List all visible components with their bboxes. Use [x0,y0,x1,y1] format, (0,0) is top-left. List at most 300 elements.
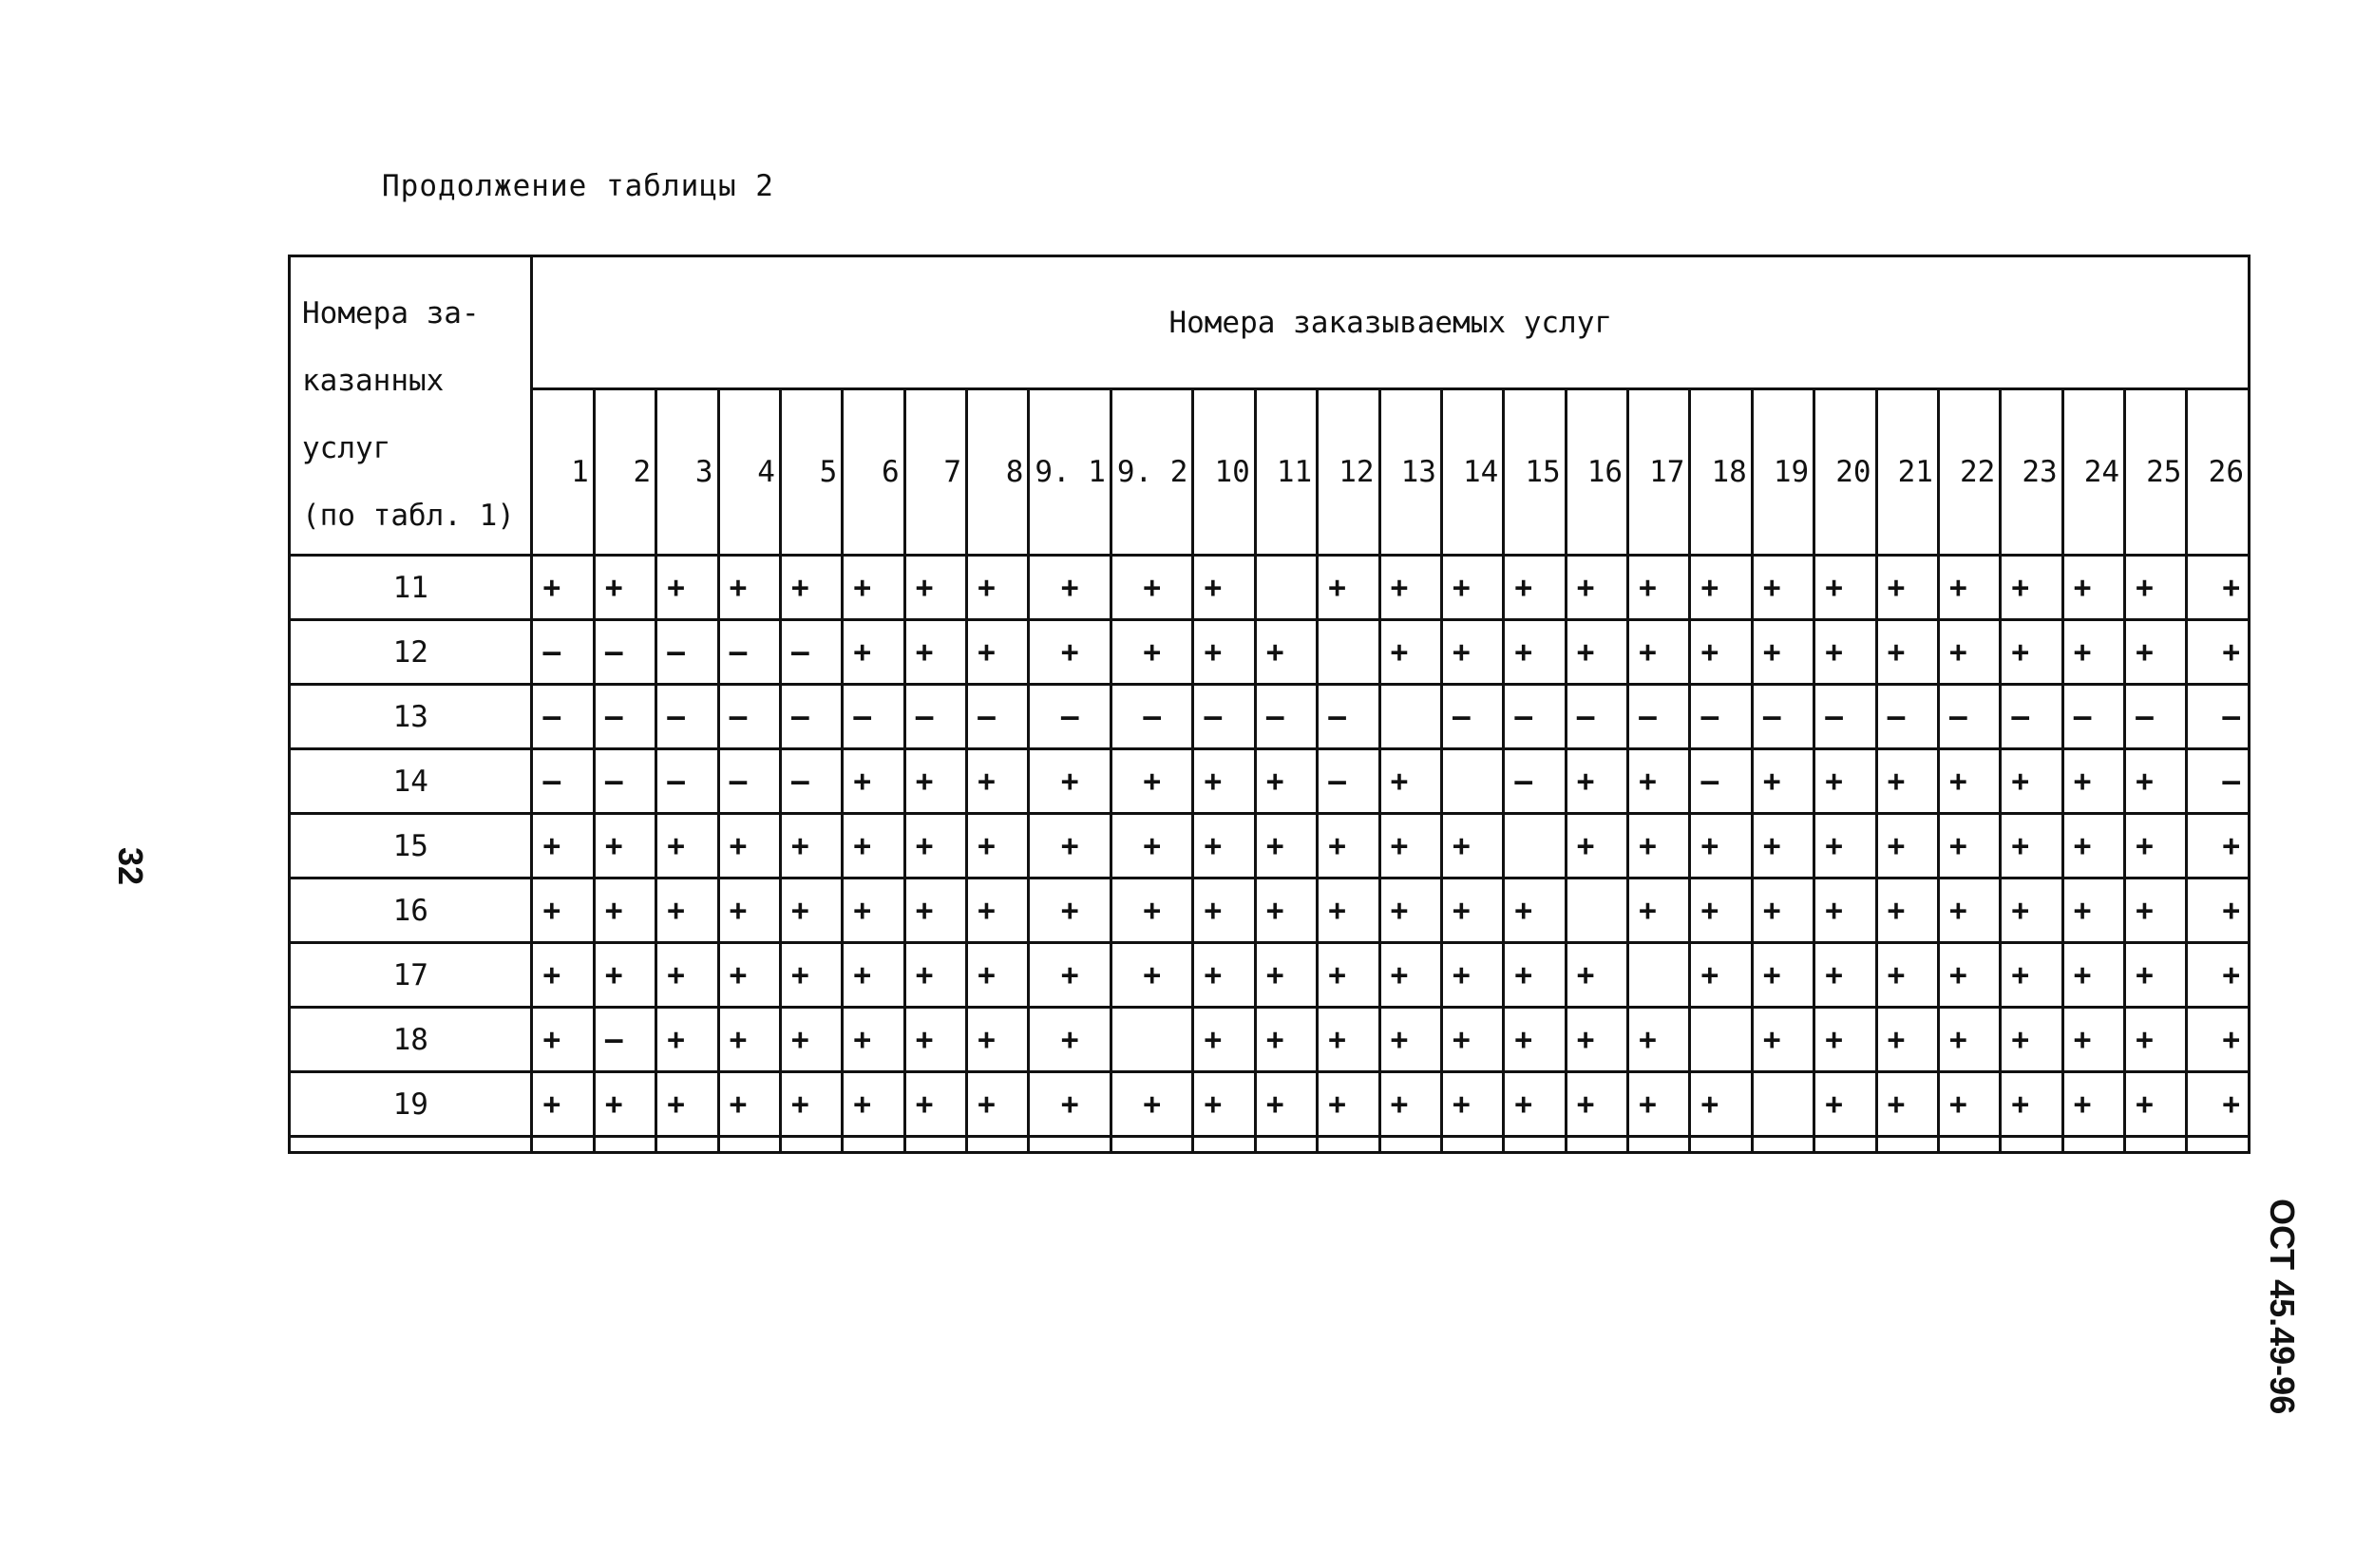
table-cell: + [594,1072,655,1137]
row-label: 13 [290,685,532,749]
table-cell: + [1752,943,1814,1008]
table-cell: + [843,620,904,685]
stub-cell [1938,1137,2000,1153]
table-cell: + [1566,749,1627,814]
table-cell: – [594,1008,655,1072]
stub-cell [1111,1137,1193,1153]
table-cell: + [1193,878,1255,943]
table-cell: + [2001,749,2062,814]
stub-cell [1752,1137,1814,1153]
table-cell: – [2187,685,2250,749]
table-cell: + [2001,1008,2062,1072]
row-header-line: (по табл. 1) [302,499,515,533]
column-number: 22 [1938,389,2000,556]
table-cell: – [1566,685,1627,749]
table-cell: + [1876,1008,1938,1072]
table-cell: + [1255,620,1317,685]
table-cell: – [1029,685,1111,749]
table-cell: + [1193,556,1255,620]
table-cell: + [1752,878,1814,943]
table-cell: – [718,685,780,749]
table-cell: + [1504,556,1566,620]
table-cell: + [1752,556,1814,620]
table-cell: + [718,1072,780,1137]
table-cell: + [656,1008,718,1072]
table-cell: + [594,878,655,943]
table-cell: + [1814,620,1876,685]
table-cell: + [1193,1008,1255,1072]
table-cell: + [904,1072,966,1137]
table-cell: + [780,814,842,878]
table-cell: – [780,685,842,749]
table-cell: + [532,1072,594,1137]
table-cell: + [1379,943,1441,1008]
table-cell: + [1193,814,1255,878]
table-cell: + [2001,620,2062,685]
table-cell: + [1379,1072,1441,1137]
column-number: 26 [2187,389,2250,556]
table-cell: + [2125,620,2187,685]
table-cell [1379,685,1441,749]
table-cell: + [656,878,718,943]
table-cell: + [1938,749,2000,814]
table-cell: + [1029,556,1111,620]
stub-cell [2062,1137,2124,1153]
table-cell [1752,1072,1814,1137]
stub-cell [1441,1137,1503,1153]
stub-cell [1029,1137,1111,1153]
column-number: 17 [1628,389,1690,556]
column-number: 8 [967,389,1029,556]
table-cell [1628,943,1690,1008]
table-cell: + [594,556,655,620]
table-cell: + [1379,556,1441,620]
table-cell: + [1111,620,1193,685]
table-cell: + [656,1072,718,1137]
table-cell: + [1111,814,1193,878]
table-cell: + [2062,749,2124,814]
column-number: 1 [532,389,594,556]
table-cell: + [843,1008,904,1072]
table-cell: + [1029,1072,1111,1137]
table-cell: + [1876,620,1938,685]
table-cell: + [1628,556,1690,620]
table-cell: + [2187,878,2250,943]
table-cell: + [780,556,842,620]
table-row [290,943,2250,1008]
table-cell: + [2187,814,2250,878]
table-cell: + [1504,943,1566,1008]
row-header-line: услуг [302,431,391,465]
table-cell: + [843,943,904,1008]
table-cell: + [1255,1008,1317,1072]
table-cell: – [2001,685,2062,749]
table-cell: + [1504,1008,1566,1072]
table-cell: + [1938,1072,2000,1137]
table-cell [1255,556,1317,620]
table-cell: – [1690,749,1752,814]
document-code: ОСТ 45.49-96 [2263,1199,2302,1415]
table-cell: + [594,943,655,1008]
table-cell: + [532,878,594,943]
table-cell: + [532,814,594,878]
table-cell: + [1628,814,1690,878]
table-cell: + [843,814,904,878]
table-cell: + [1814,1008,1876,1072]
table-cell: + [718,556,780,620]
table-cell: – [532,749,594,814]
stub-cell [656,1137,718,1153]
table-cell: + [1814,878,1876,943]
table-cell: + [1029,620,1111,685]
table-cell: + [1690,943,1752,1008]
table-cell: + [1441,1072,1503,1137]
stub-cell [1876,1137,1938,1153]
table-cell: + [780,1008,842,1072]
table-cell: + [1814,749,1876,814]
table-cell: + [1566,620,1627,685]
table-cell: + [2001,878,2062,943]
table-cell: + [656,556,718,620]
stub-cell [1814,1137,1876,1153]
table-cell: + [1752,620,1814,685]
table-cell: – [1441,685,1503,749]
column-number: 11 [1255,389,1317,556]
table-cell: – [1814,685,1876,749]
row-header-cell [290,256,532,556]
table-cell: + [1814,814,1876,878]
table-cell: – [1255,685,1317,749]
table-cell: + [718,1008,780,1072]
table-cell: + [1690,1072,1752,1137]
table-cell: + [1441,620,1503,685]
table-cell: + [1752,749,1814,814]
table-cell: + [1690,814,1752,878]
table-cell: + [2187,943,2250,1008]
column-number: 15 [1504,389,1566,556]
row-label: 18 [290,1008,532,1072]
stub-cell [2125,1137,2187,1153]
table-cell: – [1876,685,1938,749]
column-number: 25 [2125,389,2187,556]
table-cell: + [2062,556,2124,620]
table-cell: + [2125,814,2187,878]
table-cell: + [2187,556,2250,620]
table-cell: + [1255,943,1317,1008]
table-cell: + [2187,620,2250,685]
table-cell: – [780,749,842,814]
table-cell: + [1504,620,1566,685]
table-cell: + [2125,943,2187,1008]
table-row [290,620,2250,685]
column-number: 13 [1379,389,1441,556]
table-cell [1441,749,1503,814]
table-cell: – [718,749,780,814]
table-cell: – [843,685,904,749]
table-cell: + [1628,620,1690,685]
row-label: 15 [290,814,532,878]
column-number: 23 [2001,389,2062,556]
page-number: 32 [111,847,150,886]
table-cell: – [1504,749,1566,814]
table-cell: + [967,1008,1029,1072]
stub-cell [2187,1137,2250,1153]
table-cell: + [967,749,1029,814]
table-cell: + [656,943,718,1008]
stub-cell [290,1137,532,1153]
column-number: 9. 1 [1029,389,1111,556]
table-cell [1111,1008,1193,1072]
table-cell: + [1255,749,1317,814]
stub-cell [2001,1137,2062,1153]
table-cell: + [1318,943,1379,1008]
table-cell: + [1379,620,1441,685]
table-cell: + [1318,1072,1379,1137]
table-cell: + [2125,1008,2187,1072]
stub-cell [1193,1137,1255,1153]
table-cell: + [1876,556,1938,620]
column-number: 5 [780,389,842,556]
table-row [290,878,2250,943]
table-cell: – [594,685,655,749]
table-cell: + [2062,814,2124,878]
table-cell: + [1504,1072,1566,1137]
table-cell: + [1938,620,2000,685]
table-cell: + [843,878,904,943]
table-cell: + [2125,749,2187,814]
stub-cell [1318,1137,1379,1153]
table-cell: + [2062,1072,2124,1137]
table-cell: + [1876,943,1938,1008]
table-cell: + [532,556,594,620]
table-cell: + [2062,1008,2124,1072]
table-cell: + [904,1008,966,1072]
column-number: 7 [904,389,966,556]
table-cell: + [967,620,1029,685]
table-cell: + [967,814,1029,878]
table-cell: + [780,1072,842,1137]
table-cell: – [967,685,1029,749]
table-cell: + [1938,878,2000,943]
row-label: 11 [290,556,532,620]
table-cell: – [656,749,718,814]
table-cell: + [532,1008,594,1072]
table-cell: + [904,878,966,943]
table-cell: + [843,556,904,620]
table-cell: + [1876,1072,1938,1137]
table-row [290,749,2250,814]
table-cell: + [2001,556,2062,620]
column-number: 21 [1876,389,1938,556]
table-cell: + [2062,620,2124,685]
row-label: 12 [290,620,532,685]
table-cell: + [1628,1072,1690,1137]
table-cell: + [718,814,780,878]
table-cell: – [1752,685,1814,749]
table-cell: + [1111,556,1193,620]
table-cell: – [532,685,594,749]
table-cell: + [1193,943,1255,1008]
table-cell: + [1566,943,1627,1008]
table-cell: + [2187,1008,2250,1072]
table-cell: + [2125,1072,2187,1137]
stub-cell [594,1137,655,1153]
table-cell: + [1752,1008,1814,1072]
table-cell: – [532,620,594,685]
stub-cell [967,1137,1029,1153]
table-cell: + [843,749,904,814]
table-cell: – [904,685,966,749]
table-cell: + [1193,749,1255,814]
table-cell [1566,878,1627,943]
column-number: 18 [1690,389,1752,556]
row-label: 14 [290,749,532,814]
column-number: 20 [1814,389,1876,556]
table-cell: – [2125,685,2187,749]
table-cell: + [1255,814,1317,878]
table-cell: + [967,556,1029,620]
table-cell: + [904,814,966,878]
table-cell: + [2125,878,2187,943]
column-number: 2 [594,389,655,556]
table-cell: – [1111,685,1193,749]
table-cell: + [656,814,718,878]
column-number: 9. 2 [1111,389,1193,556]
table-cell: + [1318,878,1379,943]
table-cell: + [2187,1072,2250,1137]
table-cell: + [1111,878,1193,943]
table-cell: + [2001,943,2062,1008]
stub-cell [1566,1137,1627,1153]
table-cell: + [1938,814,2000,878]
table-cell: + [1193,620,1255,685]
table-cell: + [1814,1072,1876,1137]
table-cell: + [1938,943,2000,1008]
table-cell: + [1628,1008,1690,1072]
table-cell: + [1752,814,1814,878]
table-cell: – [594,749,655,814]
table-cell [1504,814,1566,878]
row-header-line: казанных [302,364,445,398]
table-cell: + [1318,556,1379,620]
table-cell: – [1504,685,1566,749]
table-cell: + [2062,943,2124,1008]
table-cell: + [1628,749,1690,814]
stub-cell [1379,1137,1441,1153]
table-cell: + [967,1072,1029,1137]
table-cell: + [1690,878,1752,943]
table-row [290,556,2250,620]
table-row [290,1072,2250,1137]
table-cell: + [1029,1008,1111,1072]
table-cell: + [2062,878,2124,943]
table-cell: + [1255,878,1317,943]
stub-cell [718,1137,780,1153]
table-cell: + [1566,1008,1627,1072]
table-cell: – [1690,685,1752,749]
table-cell: – [1318,749,1379,814]
column-number: 14 [1441,389,1503,556]
stub-cell [1690,1137,1752,1153]
table-cell: – [594,620,655,685]
column-number: 6 [843,389,904,556]
row-label: 19 [290,1072,532,1137]
table-cell: + [1566,556,1627,620]
column-number: 12 [1318,389,1379,556]
table-cell: + [1111,1072,1193,1137]
table-cell: – [1628,685,1690,749]
table-cell [1690,1008,1752,1072]
table-cell: + [1876,878,1938,943]
stub-cell [532,1137,594,1153]
table-cell: + [1938,556,2000,620]
table-cell: + [904,620,966,685]
table-cell: + [1814,556,1876,620]
table-cell: – [1193,685,1255,749]
table-cell: + [904,943,966,1008]
table-cell: – [1938,685,2000,749]
table-cell [1318,620,1379,685]
table-cell: + [1029,749,1111,814]
row-label: 17 [290,943,532,1008]
table-cell: + [1566,814,1627,878]
table-cell: + [1690,620,1752,685]
table-cell: + [1111,943,1193,1008]
table-cell: + [1379,814,1441,878]
table-cell: – [780,620,842,685]
table-cell: + [1379,749,1441,814]
table-cell: + [1876,814,1938,878]
stub-cell [843,1137,904,1153]
table-continuation-stub [290,1137,2250,1153]
table-cell: + [1029,814,1111,878]
table-cell: + [1628,878,1690,943]
row-label: 16 [290,878,532,943]
table-cell: + [1441,814,1503,878]
row-header-line: Номера за- [302,296,480,331]
table-cell: + [2125,556,2187,620]
table-caption: Продолжение таблицы 2 [382,169,774,203]
table-cell: + [967,943,1029,1008]
services-compatibility-table [288,255,2251,1154]
column-number: 19 [1752,389,1814,556]
table-row [290,1008,2250,1072]
table-cell: – [656,685,718,749]
table-cell: + [1111,749,1193,814]
table-cell: + [1379,1008,1441,1072]
table-cell: + [1441,1008,1503,1072]
stub-cell [1504,1137,1566,1153]
table-cell: + [1876,749,1938,814]
table-cell: + [1029,943,1111,1008]
table-cell: + [594,814,655,878]
table-cell: + [904,556,966,620]
table-cell: + [718,878,780,943]
table-cell: + [1441,943,1503,1008]
table-cell: + [532,943,594,1008]
table-cell: – [656,620,718,685]
table-cell: – [2062,685,2124,749]
stub-cell [904,1137,966,1153]
table-cell: + [1566,1072,1627,1137]
table-row [290,685,2250,749]
column-group-header: Номера заказываемых услуг [532,256,2250,389]
table-cell: + [1441,878,1503,943]
table-cell: – [2187,749,2250,814]
table-cell: + [718,943,780,1008]
stub-cell [780,1137,842,1153]
table-cell: + [2001,814,2062,878]
